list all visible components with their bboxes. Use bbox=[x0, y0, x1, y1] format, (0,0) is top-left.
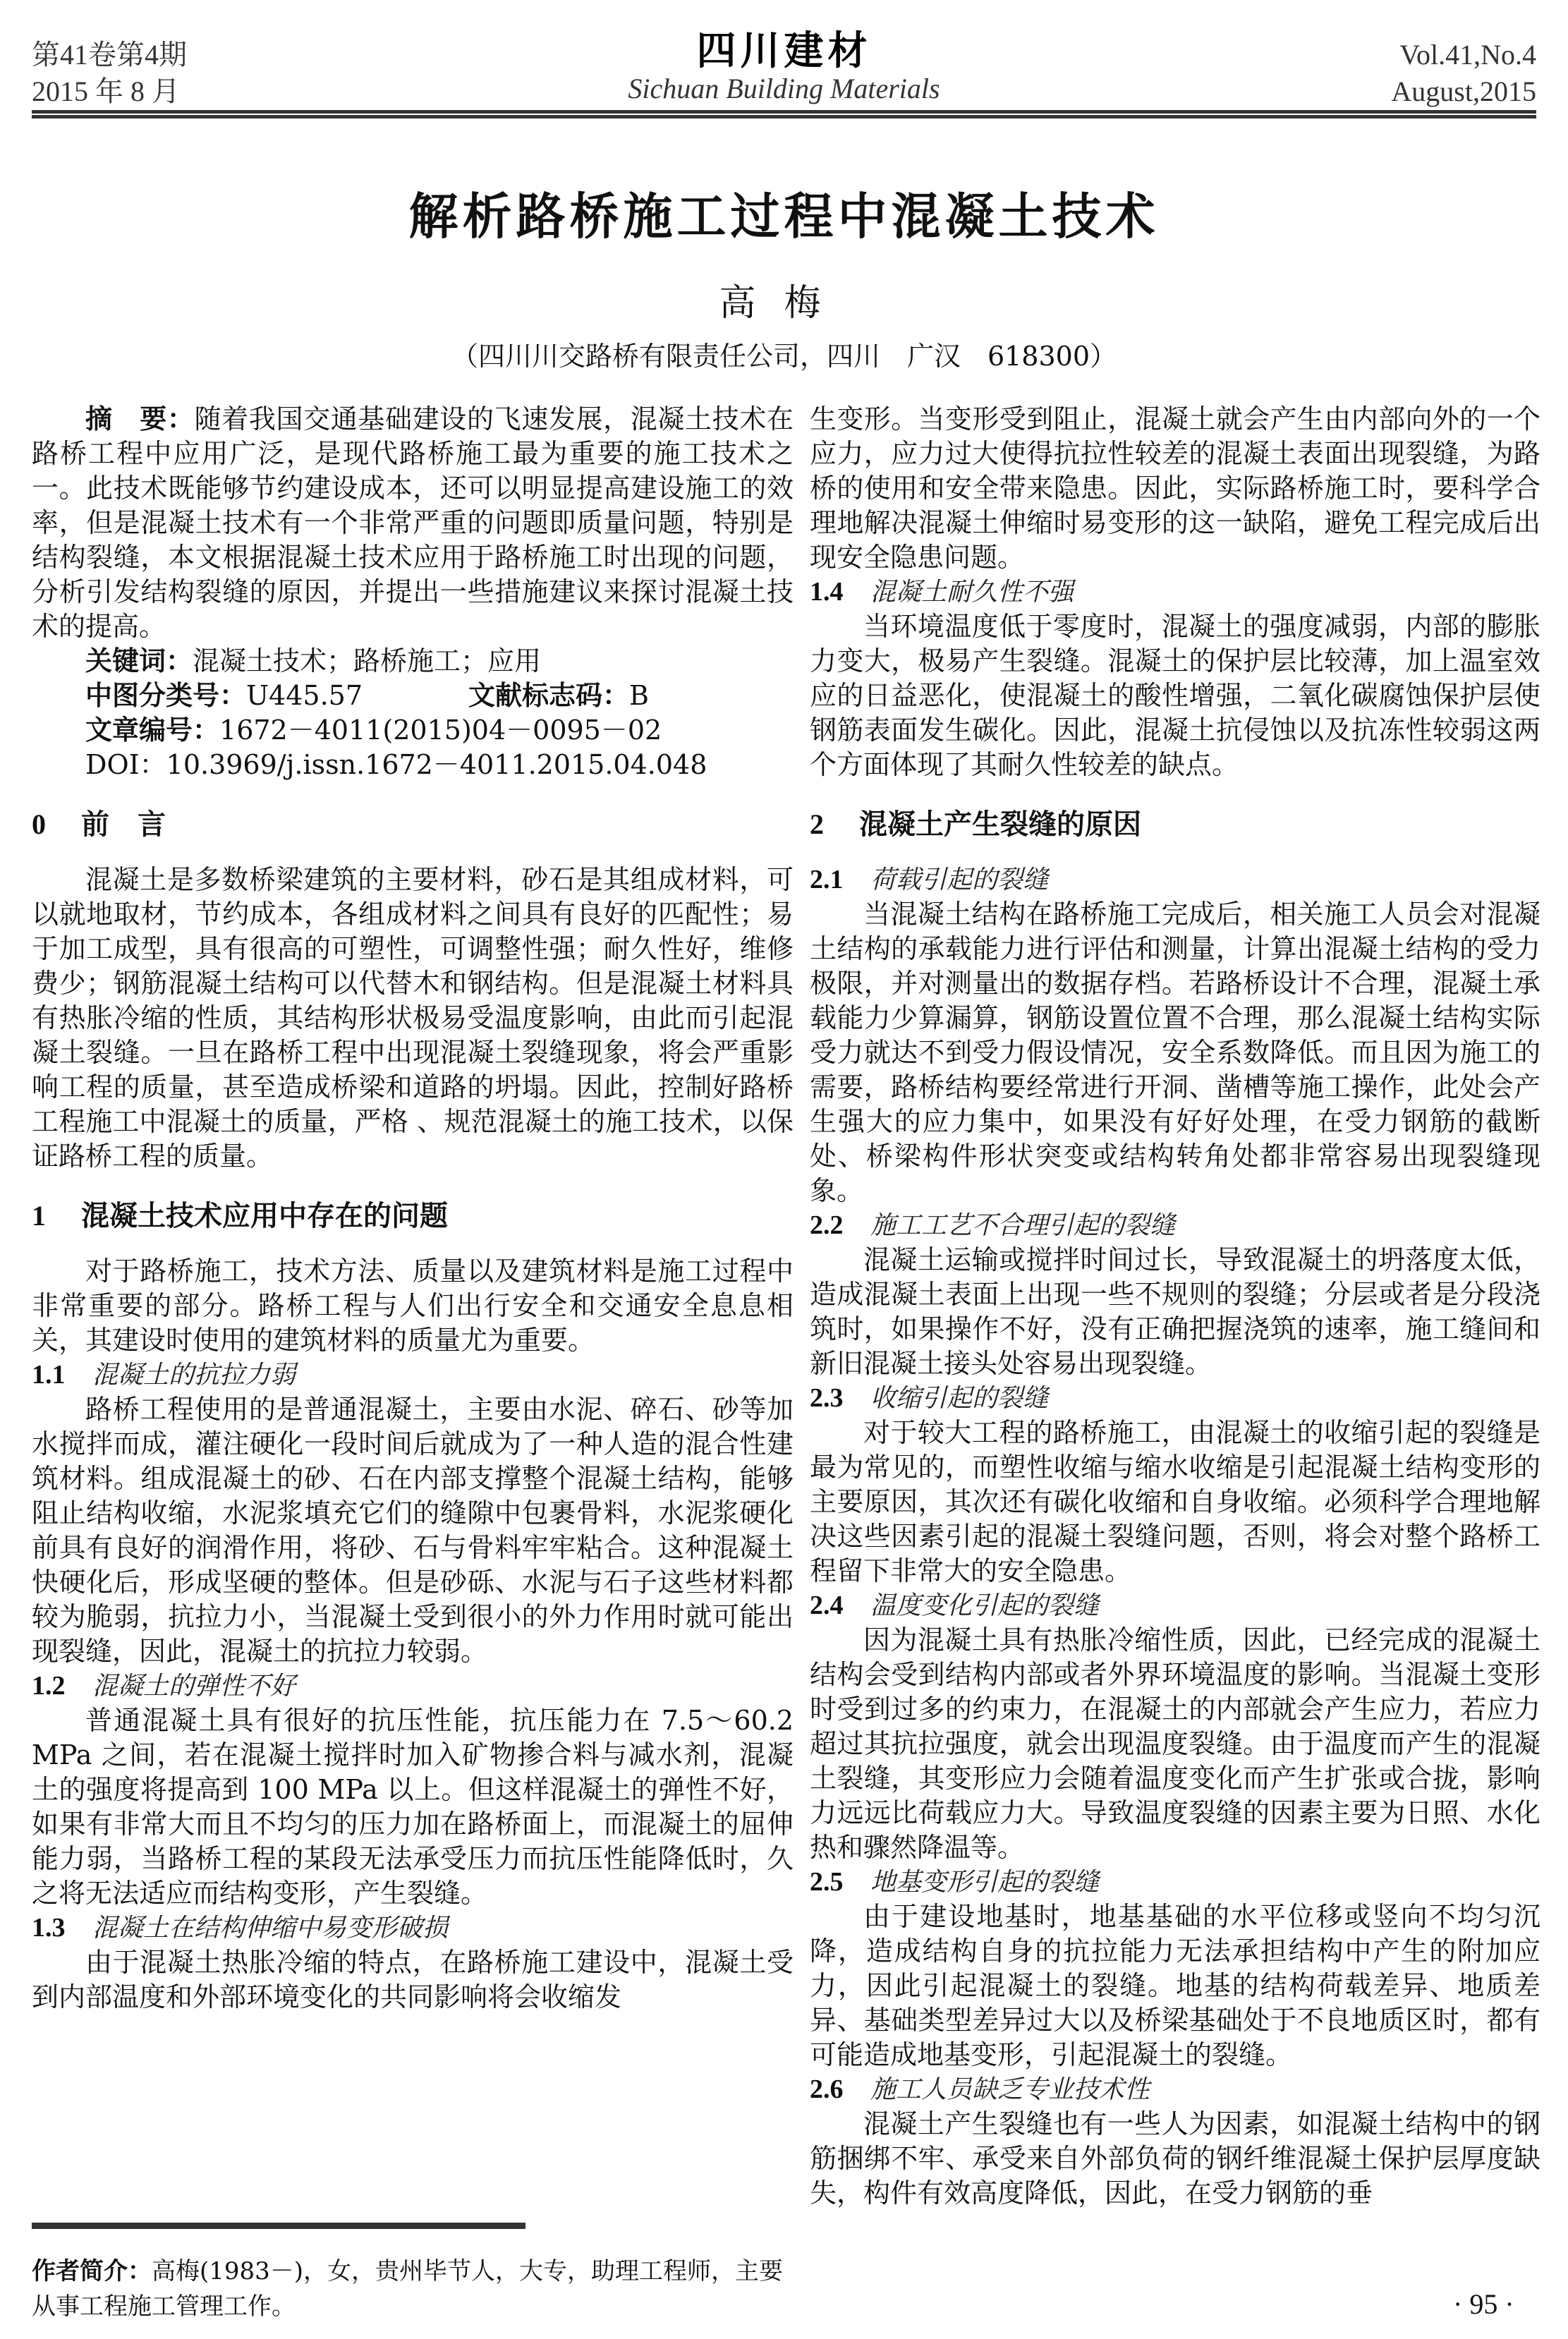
footnote-label: 作者简介： bbox=[32, 2257, 152, 2285]
page-number: · 95 · bbox=[1453, 2288, 1514, 2320]
section-1-paragraph: 对于路桥施工，技术方法、质量以及建筑材料是施工过程中非常重要的部分。路桥工程与人们出行安全和交通安全息息相关，其建设时使用的建筑材料的质量尤为重要。 bbox=[32, 1256, 794, 1356]
right-column bbox=[810, 402, 1540, 2211]
section-1-3-paragraph-start: 由于混凝土热胀冷缩的特点，在路桥施工建设中，混凝土受到内部温度和外部环境变化的共同影响将会收缩发 bbox=[32, 1947, 794, 2012]
date-en: August,2015 bbox=[1391, 75, 1536, 107]
footnote-rule bbox=[32, 2223, 525, 2229]
clc-value: U445.57 bbox=[246, 680, 363, 711]
clc-label: 中图分类号： bbox=[85, 680, 247, 711]
keywords bbox=[32, 644, 794, 679]
article-number bbox=[32, 713, 794, 748]
section-2-2-heading: 2.2 施工工艺不合理引起的裂缝 bbox=[810, 1210, 1176, 1240]
classification bbox=[32, 679, 794, 713]
author-name: 高梅 bbox=[719, 282, 849, 324]
section-1-4-heading: 1.4 混凝土耐久性不强 bbox=[810, 577, 1074, 607]
volume-issue-cn: 第41卷第4期 bbox=[32, 39, 187, 71]
journal-name-en: Sichuan Building Materials bbox=[628, 73, 940, 104]
header-rule-top bbox=[32, 110, 1536, 114]
keywords-label: 关键词： bbox=[85, 645, 193, 676]
header-center bbox=[0, 28, 1568, 104]
section-2-5-paragraph: 由于建设地基时，地基基础的水平位移或竖向不均匀沉降，造成结构自身的抗拉能力无法承担结构中产生的附加应力，因此引起混凝土的裂缝。地基的结构荷载差异、地质差异、基础类型差异过大以及桥梁基础处于不良地质区时，都有可能造成地基变形，引起混凝土的裂缝。 bbox=[810, 1901, 1540, 2070]
section-2-4-paragraph: 因为混凝土具有热胀冷缩性质，因此，已经完成的混凝土结构会受到结构内部或者外界环境温度的影响。当混凝土变形时受到过多的约束力，在混凝土的内部就会产生应力，若应力超过其抗拉强度，就会出现温度裂缝。由于温度而产生的混凝土裂缝，其变形应力会随着温度变化而产生扩张或合拢，影响力远远比荷载应力大。导致温度裂缝的因素主要为日照、水化热和骤然降温等。 bbox=[810, 1624, 1540, 1863]
section-2-6-heading: 2.6 施工人员缺乏专业技术性 bbox=[810, 2074, 1150, 2104]
section-1-2-paragraph: 普通混凝土具有很好的抗压性能，抗压能力在 7.5～60.2 MPa 之间，若在混凝土搅拌时加入矿物掺合料与减水剂，混凝土的强度将提高到 100 MPa 以上。但这样混凝土的弹性不好，如果有非常大而且不均匀的压力加在路桥面上，而混凝土的屈伸能力弱，当路桥工程的某段无法承受压力而抗压性能降低时，久之将无法适应而结构变形，产生裂缝。 bbox=[32, 1705, 794, 1909]
author-affiliation: （四川川交路桥有限责任公司，四川 广汉 618300） bbox=[451, 341, 1117, 372]
header-right bbox=[1391, 37, 1536, 110]
section-2-3-paragraph: 对于较大工程的路桥施工，由混凝土的收缩引起的裂缝是最为常见的，而塑性收缩与缩水收缩是引起混凝土结构变形的主要原因，其次还有碳化收缩和自身收缩。必须科学合理地解决这些因素引起的混凝土裂缝问题，否则，将会对整个路桥工程留下非常大的安全隐患。 bbox=[810, 1417, 1540, 1586]
keywords-text: 混凝土技术；路桥施工；应用 bbox=[193, 645, 542, 676]
article-no-label: 文章编号： bbox=[85, 715, 220, 746]
section-1-2-heading: 1.2 混凝土的弹性不好 bbox=[32, 1671, 296, 1701]
section-2-2-paragraph: 混凝土运输或搅拌时间过长，导致混凝土的坍落度太低，造成混凝土表面上出现一些不规则的裂缝；分层或者是分段浇筑时，如果操作不好，没有正确把握浇筑的速率，施工缝间和新旧混凝土接头处容易出现裂缝。 bbox=[810, 1244, 1540, 1379]
journal-logo: 四川建材 bbox=[696, 28, 872, 74]
section-2-4-heading: 2.4 温度变化引起的裂缝 bbox=[810, 1591, 1100, 1620]
abstract bbox=[32, 402, 794, 644]
volume-issue-en: Vol.41,No.4 bbox=[1399, 39, 1536, 71]
article-title: 解析路桥施工过程中混凝土技术 bbox=[408, 188, 1160, 245]
date-cn: 2015 年 8 月 bbox=[32, 75, 180, 107]
section-2-1-paragraph: 当混凝土结构在路桥施工完成后，相关施工人员会对混凝土结构的承载能力进行评估和测量，计算出混凝土结构的受力极限，并对测量出的数据存档。若路桥设计不合理，混凝土承载能力少算漏算，钢筋设置位置不合理，那么混凝土结构实际受力就达不到受力假设情况，安全系数降低。而且因为施工的需要，路桥结构要经常进行开洞、凿槽等施工操作，此处会产生强大的应力集中，如果没有好好处理，在受力钢筋的截断处、桥梁构件形状突变或结构转角处都非常容易出现裂缝现象。 bbox=[810, 899, 1540, 1206]
article-no-value: 1672－4011(2015)04－0095－02 bbox=[219, 715, 662, 746]
section-1-1-heading: 1.1 混凝土的抗拉力弱 bbox=[32, 1360, 296, 1390]
section-2-6-paragraph: 混凝土产生裂缝也有一些人为因素，如混凝土结构中的钢筋捆绑不牢、承受来自外部负荷的钢纤维混凝土保护层厚度缺失，构件有效高度降低，因此，在受力钢筋的垂 bbox=[810, 2108, 1540, 2209]
section-1-1-paragraph: 路桥工程使用的是普通混凝土，主要由水泥、碎石、砂等加水搅拌而成，灌注硬化一段时间后就成为了一种人造的混合性建筑材料。组成混凝土的砂、石在内部支撑整个混凝土结构，能够阻止结构收缩，水泥浆填充它们的缝隙中包裹骨料，水泥浆硬化前具有良好的润滑作用，将砂、石与骨料牢牢粘合。这种混凝土快硬化后，形成坚硬的整体。但是砂砾、水泥与石子这些材料都较为脆弱，抗拉力小，当混凝土受到很小的外力作用时就可能出现裂缝，因此，混凝土的抗拉力较弱。 bbox=[32, 1394, 794, 1667]
section-1-3-paragraph-continued: 生变形。当变形受到阻止，混凝土就会产生由内部向外的一个应力，应力过大使得抗拉性较差的混凝土表面出现裂缝，为路桥的使用和安全带来隐患。因此，实际路桥施工时，要科学合理地解决混凝土伸缩时易变形的这一缺陷，避免工程完成后出现安全隐患问题。 bbox=[810, 403, 1540, 573]
section-2-5-heading: 2.5 地基变形引起的裂缝 bbox=[810, 1867, 1100, 1897]
section-0-paragraph: 混凝土是多数桥梁建筑的主要材料，砂石是其组成材料，可以就地取材，节约成本，各组成材料之间具有良好的匹配性；易于加工成型，具有很高的可塑性，可调整性强；耐久性好，维修费少；钢筋混凝土结构可以代替木和钢结构。但是混凝土材料具有热胀冷缩的性质，其结构形状极易受温度影响，由此而引起混凝土裂缝。一旦在路桥工程中出现混凝土裂缝现象，将会严重影响工程的质量，甚至造成桥梁和道路的坍塌。因此，控制好路桥工程施工中混凝土的质量，严格 、规范混凝土的施工技术，以保证路桥工程的质量。 bbox=[32, 864, 794, 1172]
section-2-3-heading: 2.3 收缩引起的裂缝 bbox=[810, 1383, 1049, 1413]
doi-label: DOI： bbox=[85, 749, 166, 780]
section-1-4-paragraph: 当环境温度低于零度时，混凝土的强度减弱，内部的膨胀力变大，极易产生裂缝。混凝土的保护层比较薄，加上温室效应的日益恶化，使混凝土的酸性增强，二氧化碳腐蚀保护层使钢筋表面发生碳化。因此，混凝土抗侵蚀以及抗冻性较弱这两个方面体现了其耐久性较差的缺点。 bbox=[810, 611, 1540, 780]
abstract-text: 随着我国交通基础建设的飞速发展，混凝土技术在路桥工程中应用广泛，是现代路桥施工最为重要的施工技术之一。此技术既能够节约建设成本，还可以明显提高建设施工的效率，但是混凝土技术有一个非常严重的问题即质量问题，特别是结构裂缝，本文根据混凝土技术应用于路桥施工时出现的问题，分析引发结构裂缝的原因，并提出一些措施建议来探讨混凝土技术的提高。 bbox=[32, 403, 794, 642]
author-bio-footnote bbox=[32, 2254, 794, 2324]
section-1-3-heading: 1.3 混凝土在结构伸缩中易变形破损 bbox=[32, 1913, 449, 1943]
left-column bbox=[32, 402, 794, 2015]
doi bbox=[32, 748, 794, 782]
doc-code-label: 文献标志码： bbox=[468, 680, 630, 711]
header-rule-bottom bbox=[32, 115, 1536, 119]
section-0-heading: 0 前 言 bbox=[32, 808, 166, 841]
doi-value: 10.3969/j.issn.1672－4011.2015.04.048 bbox=[166, 749, 707, 780]
footnote-text: 高梅(1983－)，女，贵州毕节人，大专，助理工程师，主要从事工程施工管理工作。 bbox=[32, 2257, 784, 2321]
abstract-label: 摘 要： bbox=[85, 403, 195, 435]
section-2-heading: 2 混凝土产生裂缝的原因 bbox=[810, 808, 1141, 841]
section-1-heading: 1 混凝土技术应用中存在的问题 bbox=[32, 1200, 448, 1232]
section-2-1-heading: 2.1 荷载引起的裂缝 bbox=[810, 865, 1049, 894]
doc-code-value: B bbox=[629, 680, 649, 711]
